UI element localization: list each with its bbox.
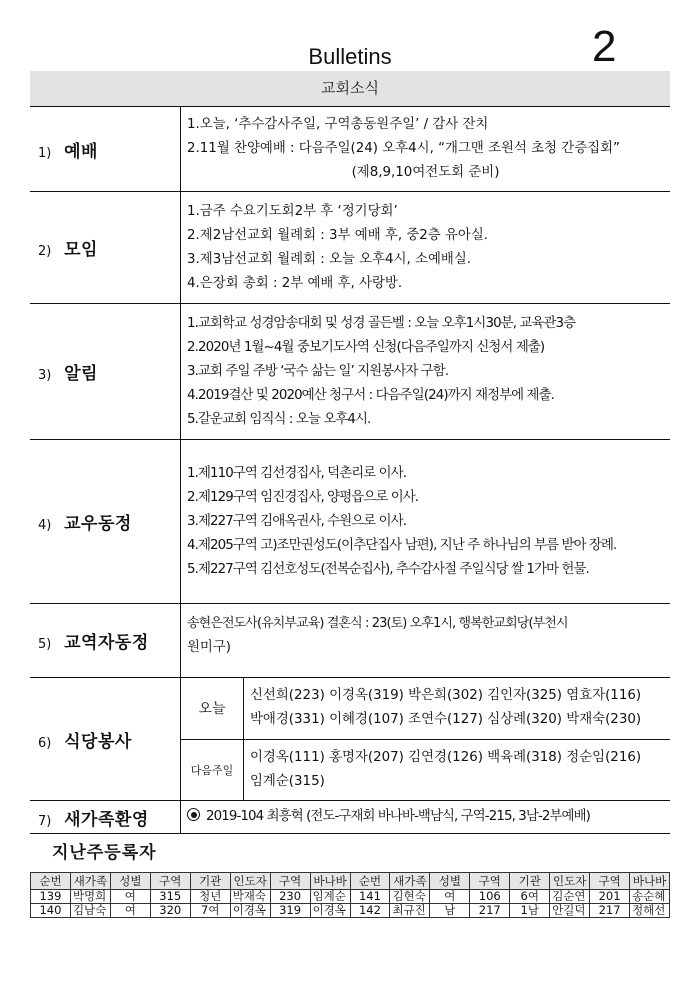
column-header: 순번	[350, 873, 390, 890]
server-line: 신선희(223) 이경옥(319) 박은희(302) 김인자(325) 염효자(116)	[250, 688, 642, 704]
table-cell: 여	[110, 890, 150, 904]
table-cell: 남	[430, 904, 470, 918]
section-content	[181, 107, 671, 192]
item-line: 1.제110구역 김선경집사, 덕촌리로 이사.	[187, 465, 407, 481]
table-cell: 140	[31, 904, 71, 918]
section-title: 교역자동정	[64, 633, 149, 653]
new-family-text: 2019-104 최흥혁 (전도-구재회 바나바-백남식, 구역-215, 3남-2부예배)	[206, 809, 590, 824]
table-cell: 김남숙	[70, 904, 110, 918]
column-header: 바나바	[630, 873, 670, 890]
table-cell: 315	[150, 890, 190, 904]
item-line: 3.교회 주일 주방 ‘국수 삶는 일’ 지원봉사자 구함.	[187, 363, 449, 379]
table-cell: 7여	[190, 904, 230, 918]
section-content	[181, 304, 671, 440]
column-header: 기관	[190, 873, 230, 890]
table-cell: 안길덕	[550, 904, 590, 918]
table-cell: 박명희	[70, 890, 110, 904]
next-week-servers	[244, 739, 671, 800]
today-servers	[244, 678, 671, 739]
item-line: 4.제205구역 고)조만권성도(이추단집사 남편), 지난 주 하나님의 부름 받아 장례.	[187, 537, 617, 553]
table-cell: 201	[590, 890, 630, 904]
table-cell: 217	[470, 904, 510, 918]
table-cell: 320	[150, 904, 190, 918]
section-band: 교회소식	[30, 71, 670, 106]
table-row	[31, 904, 670, 918]
table-cell: 여	[430, 890, 470, 904]
server-line: 박애경(331) 이혜경(107) 조연수(127) 심상례(320) 박재숙(230)	[250, 712, 642, 728]
column-header: 구역	[590, 873, 630, 890]
radio-selected-icon	[187, 808, 200, 821]
item-line: 5.갈운교회 임직식 : 오늘 오후4시.	[187, 411, 371, 427]
section-title: 식당봉사	[64, 731, 132, 752]
item-line: 3.제3남선교회 월례회 : 오늘 오후4시, 소예배실.	[187, 251, 472, 267]
section-number: 3)	[38, 368, 52, 383]
table-cell: 141	[350, 890, 390, 904]
item-line: 2.11월 찬양예배 : 다음주일(24) 오후4시, “개그맨 조원석 초청 간증집회”	[187, 141, 620, 156]
section-title: 알림	[64, 364, 98, 384]
table-cell: 142	[350, 904, 390, 918]
next-week-label: 다음주일	[181, 739, 244, 800]
server-line: 임계순(315)	[250, 773, 325, 789]
column-header: 순번	[31, 873, 71, 890]
table-cell: 217	[590, 904, 630, 918]
table-cell: 1남	[510, 904, 550, 918]
section-meal-service	[30, 678, 670, 801]
column-header: 성별	[110, 873, 150, 890]
item-line: 1.교회학교 성경암송대회 및 성경 골든벨 : 오늘 오후1시30분, 교육관3층	[187, 315, 576, 331]
table-cell: 박재숙	[230, 890, 270, 904]
column-header: 새가족	[390, 873, 430, 890]
meal-service-content	[181, 678, 671, 801]
section-title: 새가족환영	[64, 809, 149, 830]
table-cell: 김현숙	[390, 890, 430, 904]
column-header: 구역	[270, 873, 310, 890]
item-line: 2.제2남선교회 월례회 : 3부 예배 후, 중2층 유아실.	[187, 227, 489, 243]
section-label	[30, 107, 181, 192]
item-line: 5.제227구역 김선호성도(전복순집사), 추수감사절 주일식당 쌀 1가마 헌물.	[187, 561, 589, 577]
table-cell: 319	[270, 904, 310, 918]
section-title: 교우동정	[64, 514, 132, 534]
section-new-family	[30, 801, 670, 834]
table-cell: 여	[110, 904, 150, 918]
table-cell: 6여	[510, 890, 550, 904]
section-content	[181, 440, 671, 604]
table-row	[31, 890, 670, 904]
item-line: 4.2019결산 및 2020예산 청구서 : 다음주일(24)까지 재정부에 제출.	[187, 387, 554, 403]
registrants-header-row	[31, 873, 670, 890]
item-line: 2.2020년 1월~4월 중보기도사역 신청(다음주일까지 신청서 제출)	[187, 339, 545, 355]
table-cell: 송순혜	[630, 890, 670, 904]
column-header: 인도자	[550, 873, 590, 890]
column-header: 구역	[150, 873, 190, 890]
item-line: 4.은장회 총회 : 2부 예배 후, 사랑방.	[187, 275, 403, 291]
section-label	[30, 304, 181, 440]
today-label: 오늘	[181, 678, 244, 739]
table-cell: 이경옥	[230, 904, 270, 918]
section-number: 2)	[38, 244, 52, 259]
table-cell: 정해선	[630, 904, 670, 918]
item-line: 2.제129구역 임진경집사, 양평읍으로 이사.	[187, 489, 419, 505]
section-label	[30, 192, 181, 304]
section-content	[181, 192, 671, 304]
meal-service-table	[181, 678, 670, 800]
table-cell: 106	[470, 890, 510, 904]
section-content	[181, 604, 671, 678]
section-number: 6)	[38, 735, 52, 751]
table-cell: 청년	[190, 890, 230, 904]
column-header: 기관	[510, 873, 550, 890]
registrants-title: 지난주등록자	[52, 843, 157, 863]
section-number: 5)	[38, 637, 52, 652]
item-line: 1.금주 수요기도회2부 후 ‘정기당회’	[187, 203, 398, 219]
registrants-table	[30, 872, 670, 918]
table-cell: 139	[31, 890, 71, 904]
column-header: 인도자	[230, 873, 270, 890]
item-line: 3.제227구역 김애옥권사, 수원으로 이사.	[187, 513, 407, 529]
page-title: Bulletins	[308, 44, 392, 69]
column-header: 성별	[430, 873, 470, 890]
item-line: 원미구)	[187, 640, 232, 655]
section-number: 7)	[38, 813, 52, 829]
table-cell: 김순연	[550, 890, 590, 904]
item-line: (제8,9,10여전도회 준비)	[351, 165, 500, 180]
page-number: 2	[592, 22, 617, 71]
section-number: 4)	[38, 518, 52, 533]
announcements-table	[30, 106, 670, 834]
section-title: 예배	[64, 141, 98, 162]
column-header: 바나바	[310, 873, 350, 890]
table-cell: 임계순	[310, 890, 350, 904]
section-notices	[30, 304, 670, 440]
section-label	[30, 678, 181, 801]
table-cell: 230	[270, 890, 310, 904]
section-label	[30, 801, 181, 834]
item-line: 1.오늘, ‘추수감사주일, 구역총동원주일’ / 감사 잔치	[187, 117, 489, 132]
table-cell: 최규진	[390, 904, 430, 918]
section-label	[30, 440, 181, 604]
section-number: 1)	[38, 145, 52, 161]
column-header: 새가족	[70, 873, 110, 890]
table-cell: 이경옥	[310, 904, 350, 918]
section-staff-news	[30, 604, 670, 678]
server-line: 이경옥(111) 홍명자(207) 김연경(126) 백육례(318) 정순임(216)	[250, 749, 642, 765]
section-label	[30, 604, 181, 678]
section-title: 모임	[64, 240, 98, 260]
section-worship	[30, 107, 670, 192]
section-member-news	[30, 440, 670, 604]
section-meetings	[30, 192, 670, 304]
item-line: 송현은전도사(유치부교육) 결혼식 : 23(토) 오후1시, 행복한교회당(부천시	[187, 616, 568, 631]
column-header: 구역	[470, 873, 510, 890]
section-content	[181, 801, 671, 834]
